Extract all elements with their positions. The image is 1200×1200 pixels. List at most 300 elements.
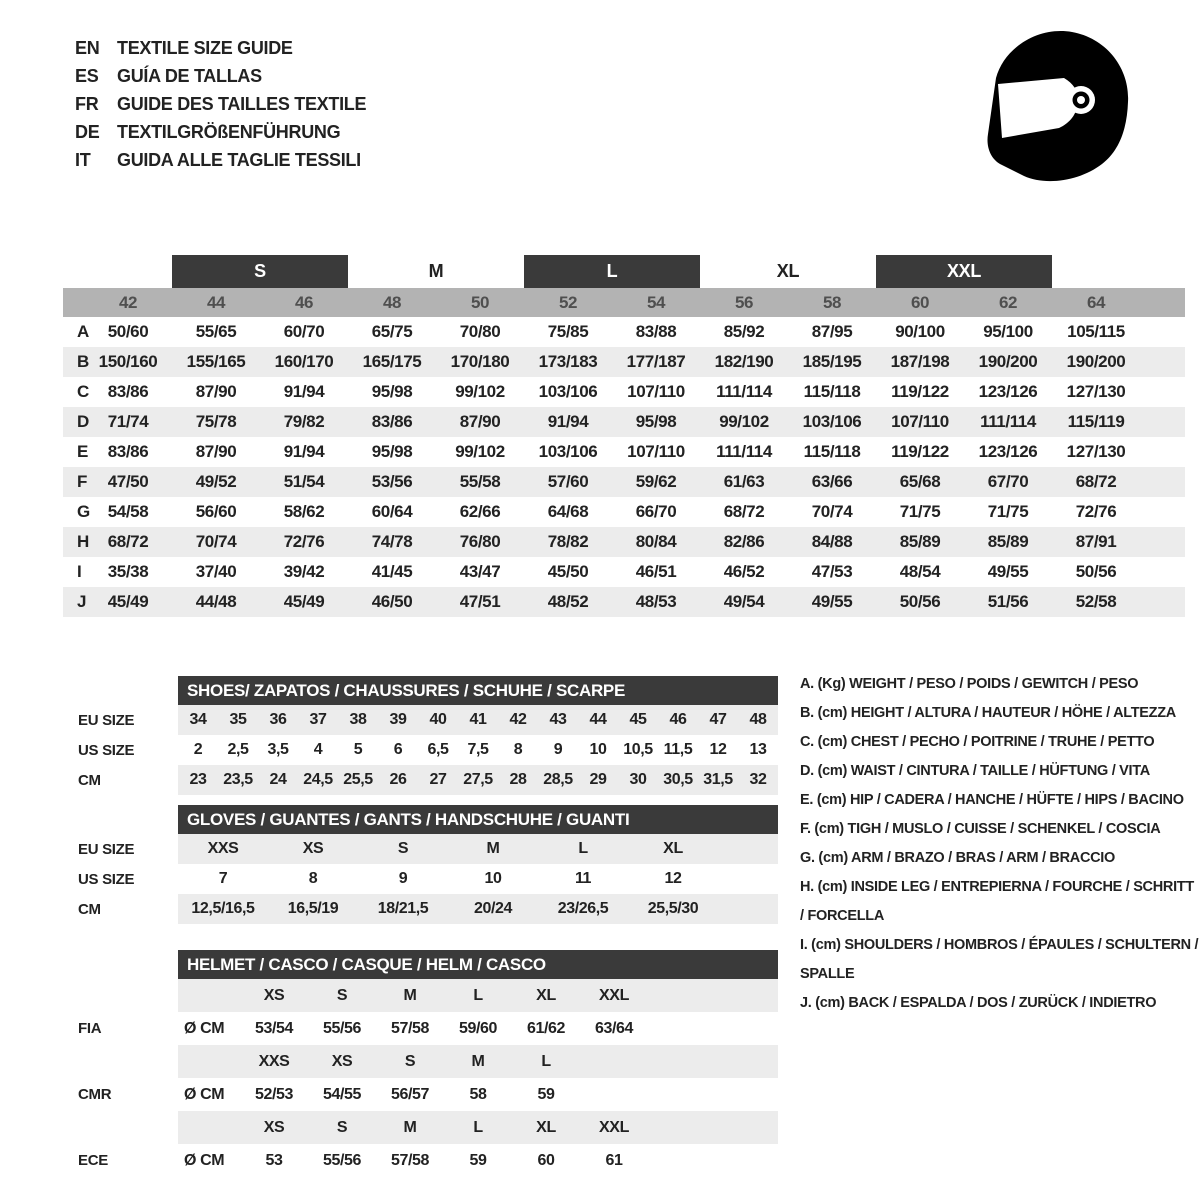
size-column-header: 62 xyxy=(998,292,1018,312)
value-cell: XL xyxy=(663,840,683,857)
value-cell: 16,5/19 xyxy=(287,900,339,917)
table-row xyxy=(60,894,778,924)
size-cell: 37/40 xyxy=(195,562,237,581)
table-row xyxy=(60,765,778,795)
helmet-size-header: S xyxy=(336,1118,348,1136)
value-cell: 9 xyxy=(398,870,408,887)
language-row xyxy=(75,90,366,118)
size-cell: 53/56 xyxy=(371,472,413,491)
size-row xyxy=(63,377,1185,407)
size-column-header: 58 xyxy=(822,292,842,312)
value-cell: 6 xyxy=(393,741,403,758)
size-cell: 52/58 xyxy=(1075,592,1117,611)
size-cell: 49/54 xyxy=(723,592,765,611)
legend-item: F. (cm) TIGH / MUSLO / CUISSE / SCHENKEL / COSCIA xyxy=(800,821,1161,837)
size-cell: 35/38 xyxy=(107,562,149,581)
size-cell: 59/62 xyxy=(635,472,677,491)
size-group-label: XL xyxy=(776,261,800,281)
value-cell: 10 xyxy=(589,741,607,758)
value-cell: 12 xyxy=(664,870,682,887)
size-cell: 150/160 xyxy=(98,352,158,371)
table-row xyxy=(60,834,778,864)
helmet-size-header: XXL xyxy=(599,986,629,1004)
size-cell: 67/70 xyxy=(987,472,1029,491)
size-cell: 83/88 xyxy=(635,322,677,341)
size-cell: 47/50 xyxy=(107,472,149,491)
size-row-label: F xyxy=(77,472,88,491)
value-cell: 58 xyxy=(469,1085,487,1103)
size-cell: 115/118 xyxy=(803,382,861,401)
value-cell: 18/21,5 xyxy=(377,900,429,917)
helmet-size-header: XXS xyxy=(258,1052,290,1070)
size-cell: 56/60 xyxy=(195,502,237,521)
row-label-spacer xyxy=(60,1111,178,1144)
helmet-size-header-row xyxy=(60,1045,778,1078)
language-row xyxy=(75,118,366,146)
size-cell: 87/90 xyxy=(459,412,501,431)
size-cell: 83/86 xyxy=(371,412,413,431)
size-row-label: I xyxy=(77,562,82,581)
size-row xyxy=(63,407,1185,437)
table-title: GLOVES / GUANTES / GANTS / HANDSCHUHE / GUANTI xyxy=(178,805,778,834)
value-cell: 48 xyxy=(749,711,767,728)
size-cell: 60/64 xyxy=(371,502,413,521)
size-column-header: 54 xyxy=(646,292,666,312)
language-row xyxy=(75,146,366,174)
size-cell: 68/72 xyxy=(723,502,765,521)
value-cell: 23,5 xyxy=(223,771,253,788)
size-cell: 48/53 xyxy=(635,592,677,611)
row-values xyxy=(178,1111,778,1144)
helmet-size-header: XL xyxy=(536,1118,556,1136)
helmet-size-header: M xyxy=(403,986,417,1004)
size-cell: 105/115 xyxy=(1067,322,1125,341)
size-row-label: C xyxy=(77,382,90,401)
helmet-size-header-row xyxy=(60,1111,778,1144)
language-row xyxy=(75,62,366,90)
value-cell: 23/26,5 xyxy=(557,900,609,917)
size-cell: 70/74 xyxy=(195,532,237,551)
size-cell: 90/100 xyxy=(895,322,945,341)
row-label-spacer xyxy=(60,1045,178,1078)
legend-item: C. (cm) CHEST / PECHO / POITRINE / TRUHE / PETTO xyxy=(800,734,1155,750)
row-values xyxy=(178,1012,778,1045)
size-column-header: 48 xyxy=(382,292,402,312)
value-cell: 12,5/16,5 xyxy=(191,900,255,917)
value-cell: 13 xyxy=(749,741,767,758)
size-cell: 91/94 xyxy=(547,412,589,431)
size-cell: 68/72 xyxy=(107,532,149,551)
size-cell: 79/82 xyxy=(283,412,325,431)
unit-label: Ø CM xyxy=(184,1019,225,1037)
size-cell: 72/76 xyxy=(1075,502,1117,521)
value-cell: 7,5 xyxy=(467,741,489,758)
helmet-size-header: XS xyxy=(263,986,285,1004)
size-cell: 55/65 xyxy=(195,322,237,341)
helmet-table xyxy=(60,950,778,1177)
size-cell: 87/90 xyxy=(195,382,237,401)
size-cell: 68/72 xyxy=(1075,472,1117,491)
language-code: IT xyxy=(75,149,91,170)
size-cell: 190/200 xyxy=(978,352,1038,371)
size-cell: 47/53 xyxy=(811,562,853,581)
value-cell: 63/64 xyxy=(594,1019,634,1037)
size-row-label: J xyxy=(77,592,87,611)
size-row xyxy=(63,527,1185,557)
value-cell: 38 xyxy=(349,711,367,728)
size-group-label: L xyxy=(524,255,700,288)
legend-item: B. (cm) HEIGHT / ALTURA / HAUTEUR / HÖHE / ALTEZZA xyxy=(800,705,1176,721)
size-cell: 87/95 xyxy=(811,322,853,341)
measurement-legend xyxy=(800,670,1200,1018)
value-cell: 39 xyxy=(389,711,407,728)
table-title: SHOES/ ZAPATOS / CHAUSSURES / SCHUHE / SCARPE xyxy=(178,676,778,705)
value-cell: 32 xyxy=(749,771,767,788)
row-values xyxy=(178,864,778,894)
size-cell: 75/85 xyxy=(547,322,589,341)
value-cell: M xyxy=(486,840,500,857)
value-cell: 43 xyxy=(549,711,567,728)
size-cell: 50/56 xyxy=(1075,562,1117,581)
size-cell: 83/86 xyxy=(107,442,149,461)
value-cell: 29 xyxy=(589,771,607,788)
row-values xyxy=(178,1078,778,1111)
value-cell: 27 xyxy=(429,771,447,788)
size-cell: 107/110 xyxy=(891,412,949,431)
value-cell: 20/24 xyxy=(473,900,513,917)
language-block xyxy=(75,34,366,174)
size-cell: 65/75 xyxy=(371,322,413,341)
size-cell: 57/60 xyxy=(547,472,589,491)
size-row xyxy=(63,437,1185,467)
size-cell: 80/84 xyxy=(635,532,677,551)
size-cell: 127/130 xyxy=(1066,382,1126,401)
value-cell: 52/53 xyxy=(254,1085,294,1103)
size-cell: 54/58 xyxy=(107,502,149,521)
row-values xyxy=(178,1144,778,1177)
value-cell: 37 xyxy=(309,711,327,728)
size-cell: 107/110 xyxy=(627,442,685,461)
size-row-label: A xyxy=(77,322,90,341)
unit-label: Ø CM xyxy=(184,1151,225,1169)
table-row xyxy=(60,705,778,735)
size-cell: 111/114 xyxy=(716,442,772,461)
value-cell: 4 xyxy=(313,741,323,758)
standard-label: FIA xyxy=(78,1020,102,1037)
shoes-table xyxy=(60,676,778,795)
helmet-size-header: L xyxy=(473,1118,483,1136)
value-cell: 57/58 xyxy=(390,1151,430,1169)
size-cell: 65/68 xyxy=(899,472,941,491)
value-cell: 57/58 xyxy=(390,1019,430,1037)
size-column-header-row xyxy=(63,288,1185,317)
size-cell: 70/74 xyxy=(811,502,853,521)
unit-label: Ø CM xyxy=(184,1085,225,1103)
row-values xyxy=(178,1045,778,1078)
value-cell: 2 xyxy=(193,741,203,758)
value-cell: 44 xyxy=(589,711,607,728)
size-cell: 43/47 xyxy=(459,562,501,581)
row-label: EU SIZE xyxy=(78,711,135,729)
size-cell: 123/126 xyxy=(978,382,1038,401)
size-cell: 111/114 xyxy=(716,382,772,401)
standard-label: CMR xyxy=(78,1086,112,1103)
table-row xyxy=(60,864,778,894)
helmet-size-header: M xyxy=(403,1118,417,1136)
size-cell: 170/180 xyxy=(450,352,510,371)
size-cell: 75/78 xyxy=(195,412,237,431)
value-cell: 26 xyxy=(389,771,407,788)
language-title: GUIDA ALLE TAGLIE TESSILI xyxy=(117,149,361,170)
legend-item: G. (cm) ARM / BRAZO / BRAS / ARM / BRACCIO xyxy=(800,850,1115,866)
legend-item: E. (cm) HIP / CADERA / HANCHE / HÜFTE / HIPS / BACINO xyxy=(800,792,1184,808)
size-cell: 62/66 xyxy=(459,502,501,521)
value-cell: 60 xyxy=(537,1151,555,1169)
size-row xyxy=(63,317,1185,347)
language-title: GUIDE DES TAILLES TEXTILE xyxy=(117,93,367,114)
row-values xyxy=(178,894,778,924)
row-values xyxy=(178,735,778,765)
value-cell: L xyxy=(578,840,588,857)
size-cell: 71/75 xyxy=(987,502,1029,521)
size-cell: 82/86 xyxy=(723,532,765,551)
row-label: CM xyxy=(78,900,101,918)
helmet-value-row xyxy=(60,1012,778,1045)
size-cell: 64/68 xyxy=(547,502,589,521)
textile-size-table xyxy=(63,255,1185,617)
table-row xyxy=(60,735,778,765)
value-cell: 55/56 xyxy=(322,1151,362,1169)
helmet-size-header: XXL xyxy=(599,1118,629,1136)
value-cell: 31,5 xyxy=(703,771,733,788)
size-cell: 49/55 xyxy=(987,562,1029,581)
value-cell: S xyxy=(397,840,409,857)
size-row xyxy=(63,557,1185,587)
language-code: FR xyxy=(75,93,99,114)
value-cell: 27,5 xyxy=(463,771,493,788)
helmet-size-header: XS xyxy=(331,1052,353,1070)
size-cell: 46/52 xyxy=(723,562,765,581)
size-row xyxy=(63,497,1185,527)
size-cell: 107/110 xyxy=(627,382,685,401)
value-cell: 6,5 xyxy=(427,741,449,758)
size-cell: 71/75 xyxy=(899,502,941,521)
helmet-size-header: S xyxy=(404,1052,416,1070)
size-column-header: 60 xyxy=(910,292,930,312)
size-cell: 95/100 xyxy=(983,322,1033,341)
size-cell: 165/175 xyxy=(362,352,422,371)
size-column-header: 46 xyxy=(294,292,314,312)
value-cell: 25,5/30 xyxy=(647,900,699,917)
helmet-size-header: L xyxy=(541,1052,551,1070)
legend-item: J. (cm) BACK / ESPALDA / DOS / ZURÜCK / INDIETRO xyxy=(800,995,1157,1011)
legend-item: H. (cm) INSIDE LEG / ENTREPIERNA / FOURCHE / SCHRITT / FORCELLA xyxy=(800,879,1194,924)
helmet-value-row xyxy=(60,1144,778,1177)
value-cell: 42 xyxy=(509,711,527,728)
value-cell: 35 xyxy=(229,711,247,728)
value-cell: 53/54 xyxy=(254,1019,294,1037)
size-cell: 115/119 xyxy=(1067,412,1125,431)
size-cell: 160/170 xyxy=(274,352,334,371)
helmet-size-header: S xyxy=(336,986,348,1004)
value-cell: 24,5 xyxy=(303,771,333,788)
legend-item: I. (cm) SHOULDERS / HOMBROS / ÉPAULES / SCHULTERN / SPALLE xyxy=(800,937,1199,982)
size-cell: 190/200 xyxy=(1066,352,1126,371)
value-cell: 55/56 xyxy=(322,1019,362,1037)
size-row-label: G xyxy=(77,502,91,521)
size-cell: 103/106 xyxy=(802,412,862,431)
row-values xyxy=(178,834,778,864)
value-cell: XXS xyxy=(207,840,239,857)
size-cell: 49/55 xyxy=(811,592,853,611)
size-cell: 46/50 xyxy=(371,592,413,611)
helmet-size-header: XS xyxy=(263,1118,285,1136)
helmet-size-header-row xyxy=(60,979,778,1012)
helmet-size-header: XL xyxy=(536,986,556,1004)
size-column-header: 64 xyxy=(1086,292,1106,312)
table-title: HELMET / CASCO / CASQUE / HELM / CASCO xyxy=(178,950,778,979)
size-cell: 71/74 xyxy=(107,412,149,431)
value-cell: 28,5 xyxy=(543,771,573,788)
helmet-size-header: L xyxy=(473,986,483,1004)
size-cell: 155/165 xyxy=(186,352,246,371)
value-cell: 28 xyxy=(509,771,527,788)
size-cell: 95/98 xyxy=(371,442,413,461)
size-column-header: 44 xyxy=(206,292,226,312)
value-cell: 41 xyxy=(469,711,487,728)
language-title: TEXTILGRÖßENFÜHRUNG xyxy=(117,121,341,142)
value-cell: 11 xyxy=(574,870,592,887)
standard-label: ECE xyxy=(78,1152,108,1169)
row-values xyxy=(178,979,778,1012)
size-cell: 115/118 xyxy=(803,442,861,461)
value-cell: 34 xyxy=(189,711,207,728)
size-cell: 185/195 xyxy=(802,352,862,371)
size-cell: 85/89 xyxy=(899,532,941,551)
value-cell: 8 xyxy=(513,741,523,758)
value-cell: 53 xyxy=(265,1151,283,1169)
value-cell: 61 xyxy=(605,1151,623,1169)
row-label: CM xyxy=(78,771,101,789)
value-cell: 56/57 xyxy=(390,1085,430,1103)
value-cell: XS xyxy=(302,840,324,857)
size-column-header: 56 xyxy=(734,292,754,312)
size-cell: 99/102 xyxy=(719,412,769,431)
value-cell: 36 xyxy=(269,711,287,728)
size-cell: 45/50 xyxy=(547,562,589,581)
value-cell: 3,5 xyxy=(267,741,289,758)
size-row-label: B xyxy=(77,352,90,371)
row-values xyxy=(178,705,778,735)
row-label: EU SIZE xyxy=(78,840,135,858)
value-cell: 61/62 xyxy=(526,1019,566,1037)
value-cell: 47 xyxy=(709,711,727,728)
size-group-header-row xyxy=(63,255,1185,288)
size-cell: 85/92 xyxy=(723,322,765,341)
racing-helmet-icon xyxy=(980,26,1140,202)
size-cell: 45/49 xyxy=(283,592,325,611)
size-cell: 177/187 xyxy=(626,352,686,371)
value-cell: 8 xyxy=(308,870,318,887)
size-cell: 74/78 xyxy=(371,532,413,551)
size-cell: 103/106 xyxy=(538,382,598,401)
size-cell: 51/56 xyxy=(987,592,1029,611)
size-row xyxy=(63,347,1185,377)
legend-item: D. (cm) WAIST / CINTURA / TAILLE / HÜFTUNG / VITA xyxy=(800,763,1150,779)
helmet-size-header: M xyxy=(471,1052,485,1070)
size-cell: 119/122 xyxy=(891,442,949,461)
size-cell: 58/62 xyxy=(283,502,325,521)
size-cell: 87/91 xyxy=(1075,532,1117,551)
size-cell: 119/122 xyxy=(891,382,949,401)
size-cell: 50/56 xyxy=(899,592,941,611)
value-cell: 59 xyxy=(537,1085,555,1103)
size-group-label: M xyxy=(428,261,444,281)
size-cell: 48/54 xyxy=(899,562,941,581)
value-cell: 2,5 xyxy=(227,741,249,758)
size-cell: 187/198 xyxy=(890,352,950,371)
size-cell: 60/70 xyxy=(283,322,325,341)
size-cell: 83/86 xyxy=(107,382,149,401)
size-group-label: S xyxy=(172,255,348,288)
value-cell: 25,5 xyxy=(343,771,373,788)
size-cell: 95/98 xyxy=(371,382,413,401)
size-cell: 127/130 xyxy=(1066,442,1126,461)
size-cell: 95/98 xyxy=(635,412,677,431)
size-cell: 63/66 xyxy=(811,472,853,491)
row-label: US SIZE xyxy=(78,870,135,888)
size-cell: 91/94 xyxy=(283,382,325,401)
size-cell: 49/52 xyxy=(195,472,237,491)
size-cell: 103/106 xyxy=(538,442,598,461)
value-cell: 45 xyxy=(629,711,647,728)
size-cell: 91/94 xyxy=(283,442,325,461)
row-label: US SIZE xyxy=(78,741,135,759)
language-title: TEXTILE SIZE GUIDE xyxy=(117,37,293,58)
value-cell: 23 xyxy=(189,771,207,788)
size-cell: 87/90 xyxy=(195,442,237,461)
language-code: EN xyxy=(75,37,100,58)
size-cell: 41/45 xyxy=(371,562,413,581)
size-row-label: H xyxy=(77,532,90,551)
language-title: GUÍA DE TALLAS xyxy=(117,65,262,86)
helmet-value-row xyxy=(60,1078,778,1111)
value-cell: 54/55 xyxy=(322,1085,362,1103)
value-cell: 24 xyxy=(269,771,287,788)
size-cell: 123/126 xyxy=(978,442,1038,461)
size-cell: 182/190 xyxy=(714,352,774,371)
size-row-label: E xyxy=(77,442,89,461)
size-row xyxy=(63,587,1185,617)
value-cell: 30 xyxy=(629,771,647,788)
size-group-label: XXL xyxy=(876,255,1052,288)
size-cell: 66/70 xyxy=(635,502,677,521)
size-cell: 44/48 xyxy=(195,592,237,611)
legend-item: A. (Kg) WEIGHT / PESO / POIDS / GEWITCH / PESO xyxy=(800,676,1139,692)
value-cell: 46 xyxy=(669,711,687,728)
size-cell: 111/114 xyxy=(980,412,1036,431)
value-cell: 59 xyxy=(469,1151,487,1169)
size-cell: 61/63 xyxy=(723,472,765,491)
value-cell: 10 xyxy=(484,870,502,887)
row-label-spacer xyxy=(60,979,178,1012)
language-code: DE xyxy=(75,121,100,142)
size-column-header: 50 xyxy=(470,292,490,312)
size-cell: 78/82 xyxy=(547,532,589,551)
size-cell: 99/102 xyxy=(455,382,505,401)
size-column-header: 52 xyxy=(558,292,578,312)
size-cell: 51/54 xyxy=(283,472,325,491)
